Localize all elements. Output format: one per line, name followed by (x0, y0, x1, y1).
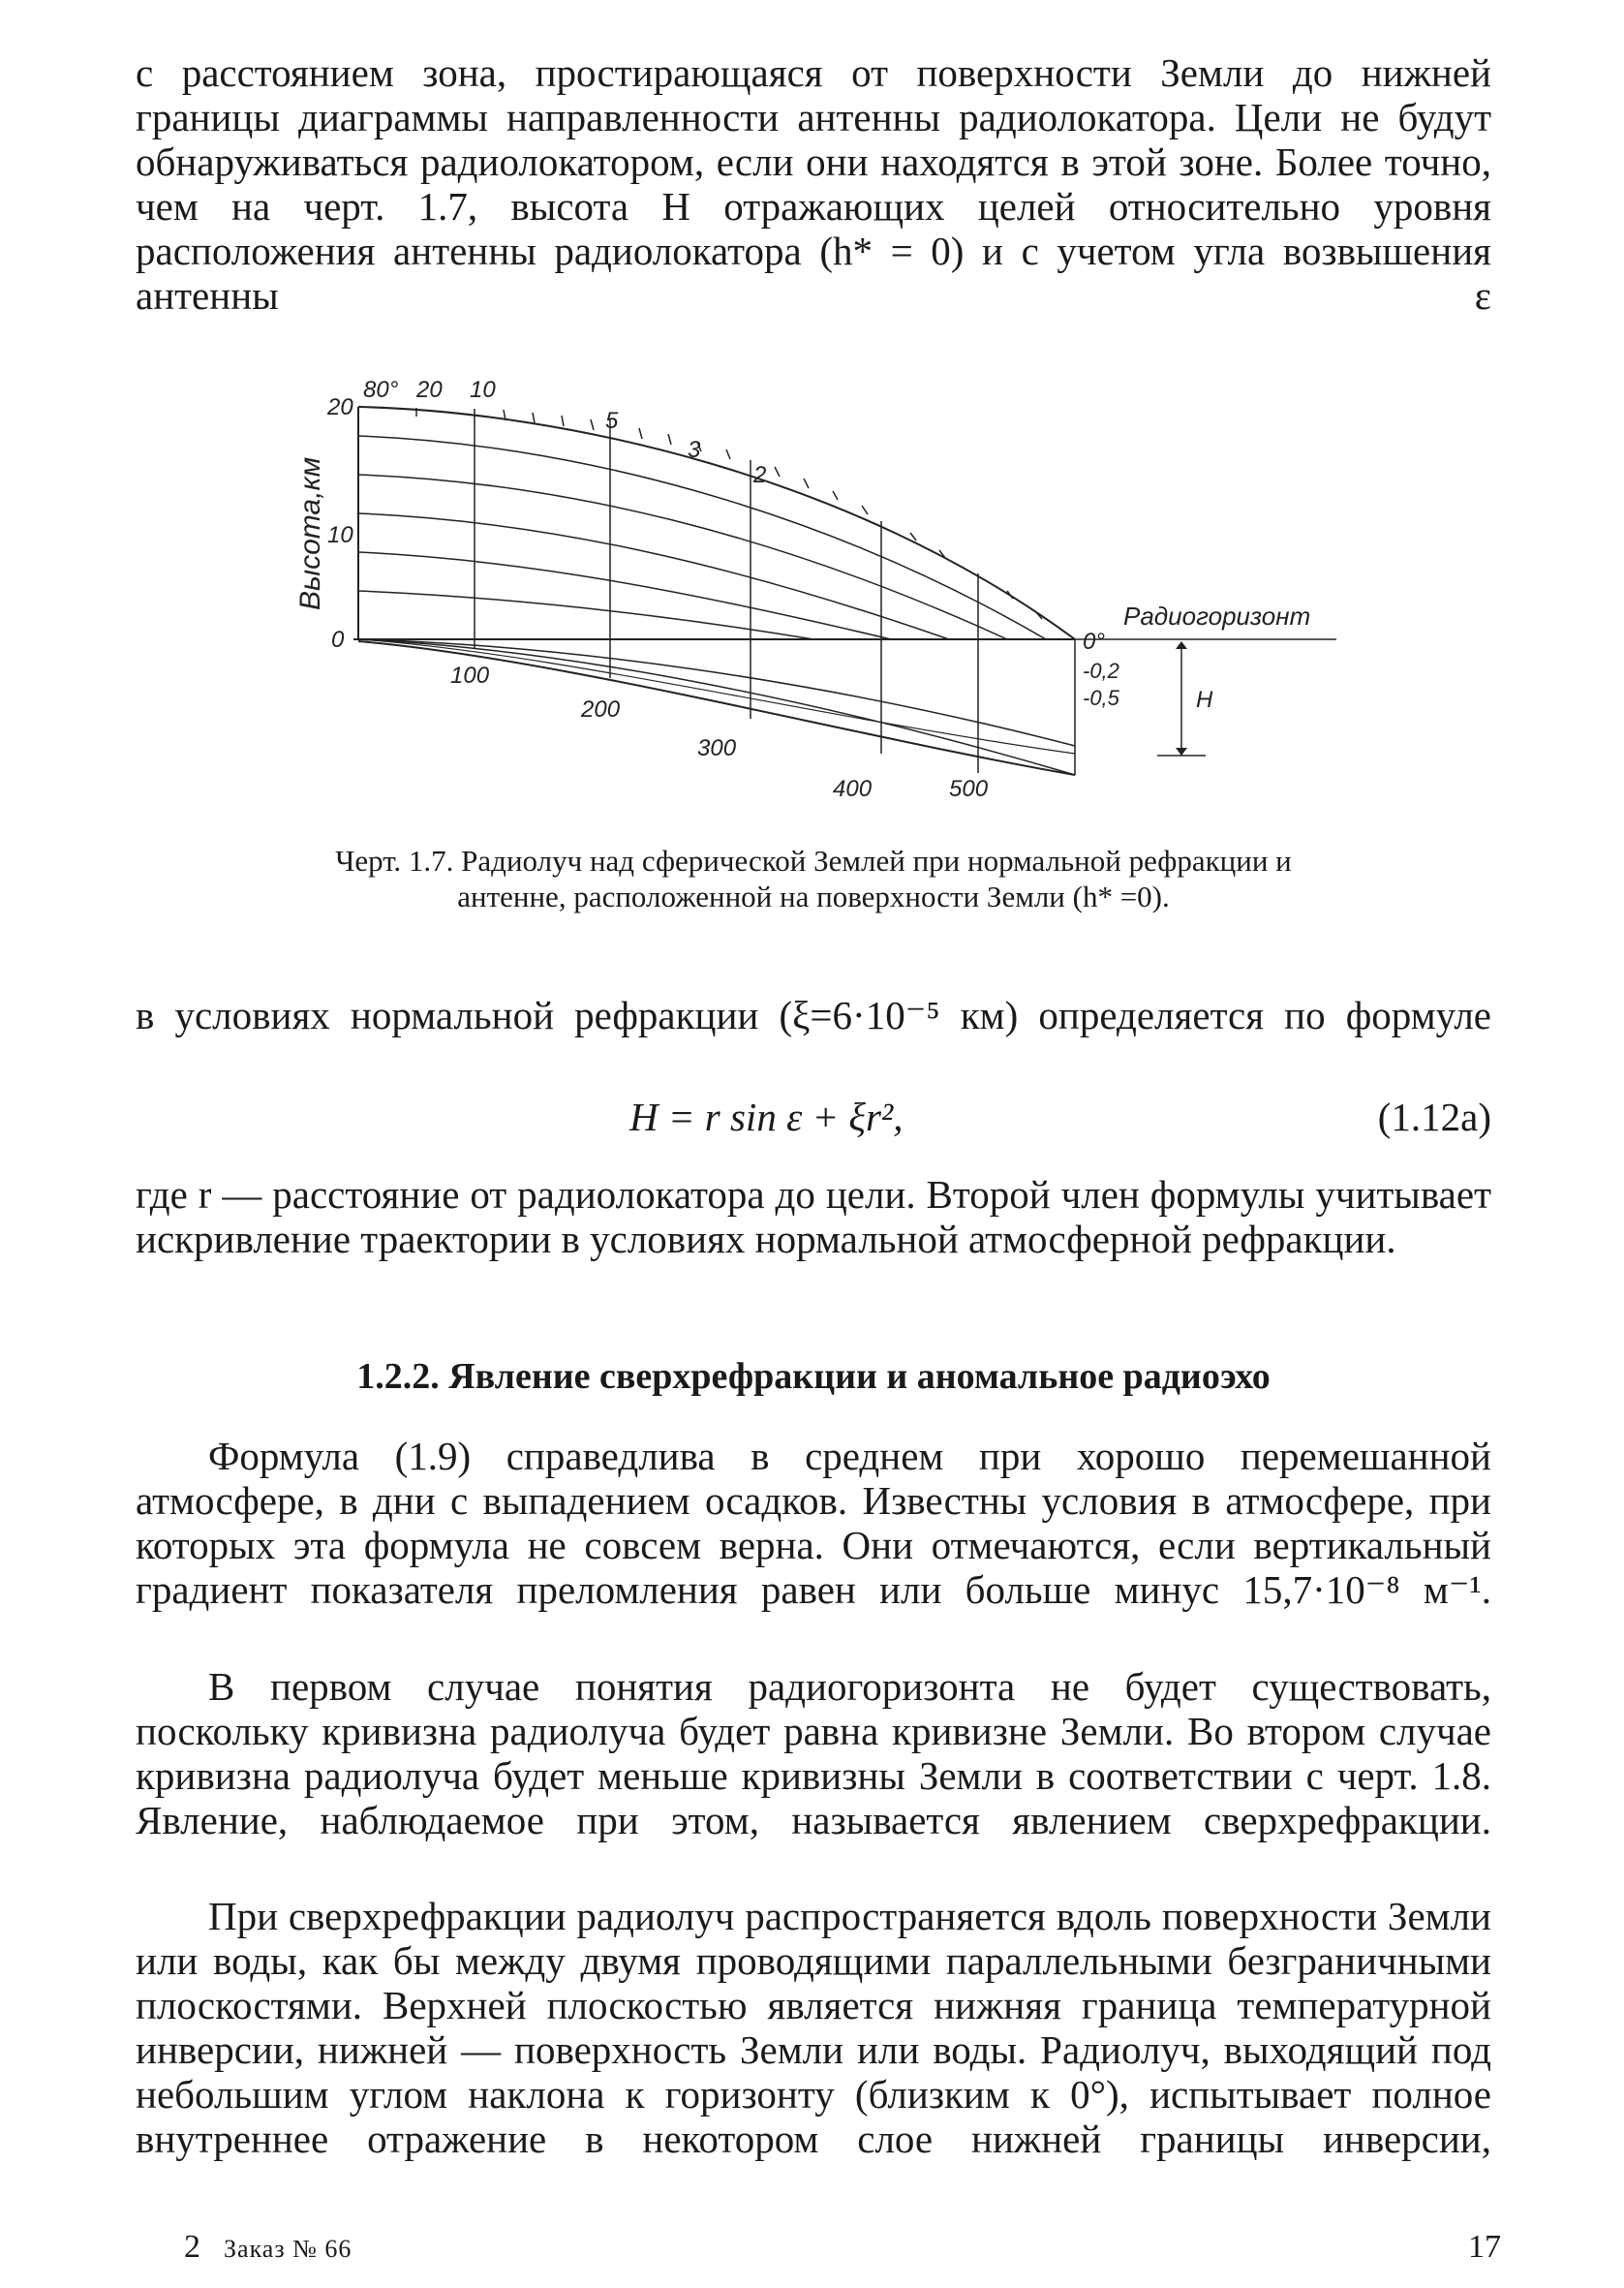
y-axis-label: Высота,км (294, 456, 326, 610)
page-number: 17 (1468, 2229, 1501, 2265)
y-tick-10: 10 (327, 522, 353, 548)
figure-caption: Черт. 1.7. Радиолуч над сферической Землей при нормальной рефракции и антенне, расположенной на поверхности Земли (h* =0). (335, 844, 1292, 913)
formula-expression: H = r sin ε + ξr², (629, 1095, 904, 1139)
formula-1-12a (136, 1095, 1491, 1139)
paragraph-where-r: где r — расстояние от радиолокатора до цели. Второй член формулы учитывает искривление траектории в условиях нормальной атмосферной рефракции. (136, 1172, 1491, 1261)
paragraph-intro: с расстоянием зона, простирающаяся от поверхности Земли до нижней границы диаграммы направленности антенны радиолокатора. Цели не будут обнаруживаться радиолокатором, если они находятся в этой зоне. Более точно, чем на черт. 1.7, высота H отражающих целей относительно уровня расположения антенны радиолокатора (h* = 0) и с учетом угла возвышения антенны ε (136, 50, 1491, 318)
order-number: Заказ № 66 (224, 2235, 352, 2263)
range-label-300: 300 (697, 735, 737, 761)
range-label-500: 500 (949, 776, 989, 802)
angle-label-2: 2 (753, 462, 767, 488)
h-label: H (1196, 687, 1213, 713)
angle-label-minus-0-5: -0,5 (1083, 686, 1119, 710)
arc-altitude-2 (358, 475, 1007, 639)
angle-label-3: 3 (688, 437, 701, 463)
paragraph-superrefraction: При сверхрефракции радиолуч распространяется вдоль поверхности Земли или воды, как бы между двумя проводящими параллельными безграничными плоскостями. Верхней плоскостью является нижняя граница температурной инверсии, нижней — поверхность Земли или воды. Радиолуч, выходящий под небольшим углом наклона к горизонту (близким к 0°), испытывает полное внутреннее отражение в некотором слое нижней границы инверсии, (136, 1894, 1491, 2161)
angle-label-5: 5 (605, 408, 619, 434)
signature-mark (184, 2228, 352, 2269)
arc-20km (358, 407, 1075, 639)
angle-label-0: 0° (1083, 629, 1105, 655)
angle-label-80: 80° (363, 377, 399, 403)
arc-altitude-5 (358, 591, 813, 639)
paragraph-formula-1-9: Формула (1.9) справедлива в среднем при хорошо перемешанной атмосфере, в дни с выпадением осадков. Известны условия в атмосфере, при которых эта формула не совсем верна. Они отмечаются, если вертикальный градиент показателя преломления равен или больше минус 15,7·10⁻⁸ м⁻¹. (136, 1434, 1491, 1612)
y-tick-20: 20 (327, 394, 353, 420)
section-heading: 1.2.2. Явление сверхрефракции и аномальное радиоэхо (356, 1356, 1271, 1397)
h-arrow-up (1176, 641, 1187, 649)
angle-label-10: 10 (470, 377, 496, 403)
formula-number: (1.12а) (1377, 1095, 1491, 1139)
arc-altitude-1 (358, 436, 1046, 639)
radiohorizon-label: Радиогоризонт (1123, 602, 1311, 631)
range-label-400: 400 (833, 776, 873, 802)
y-tick-0: 0 (331, 627, 345, 653)
signature-number: 2 (184, 2229, 200, 2265)
angle-label-20: 20 (416, 377, 443, 403)
paragraph-first-case: В первом случае понятия радиогоризонта не будет существовать, поскольку кривизна радиолуча будет равна кривизне Земли. Во втором случае кривизна радиолуча будет меньше кривизны Земли в соответствии с черт. 1.8. Явление, наблюдаемое при этом, называется явлением сверхрефракции. (136, 1664, 1491, 1842)
range-label-200: 200 (581, 696, 621, 723)
h-arrow-down (1176, 748, 1187, 756)
range-label-100: 100 (450, 663, 490, 689)
figure-radio-ray-diagram (271, 358, 1385, 814)
angle-label-minus-0-2: -0,2 (1083, 659, 1119, 683)
paragraph-refraction: в условиях нормальной рефракции (ξ=6·10⁻⁵ км) определяется по формуле (136, 993, 1491, 1037)
arc-altitude-3 (358, 513, 949, 639)
